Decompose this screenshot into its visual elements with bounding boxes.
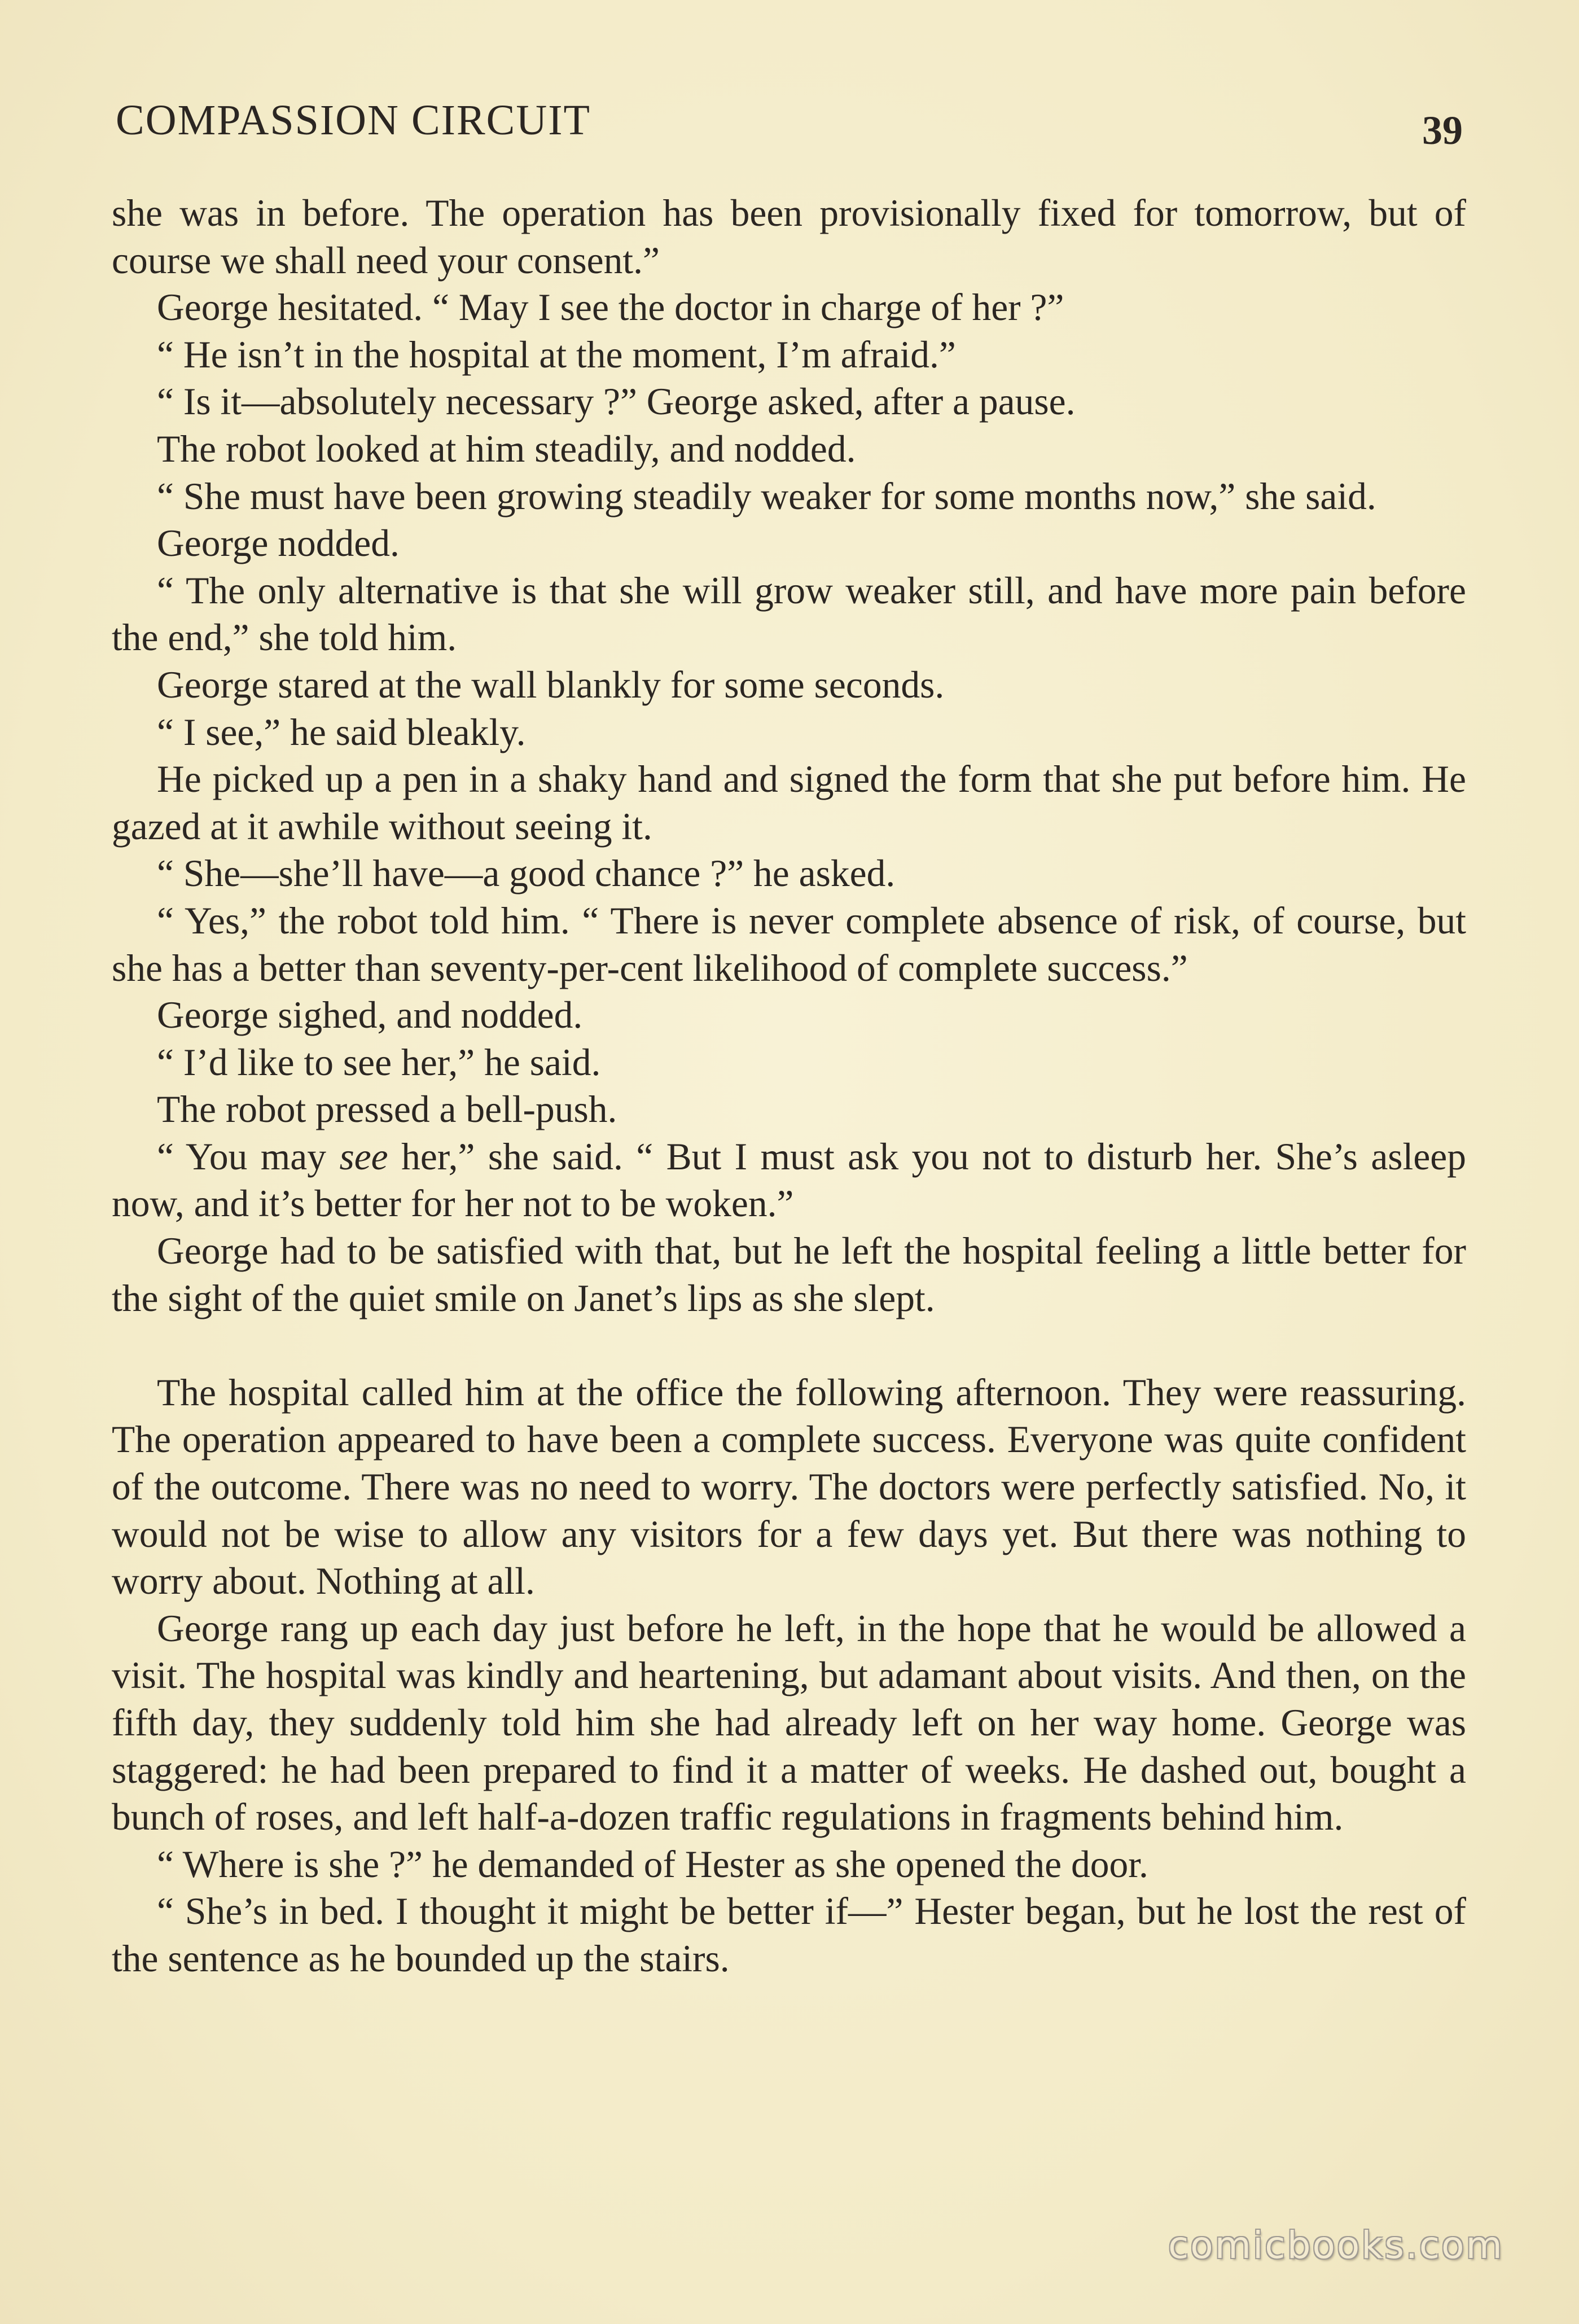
paragraph: George stared at the wall blankly for some seconds. <box>157 663 945 706</box>
paragraph: “ Yes,” the robot told him. “ There is never complete absence of risk, of course, but she has a better than seventy-per-cent likelihood of complete success.” <box>112 899 1466 989</box>
page-number: 39 <box>1422 108 1463 153</box>
paragraph: “ He isn’t in the hospital at the moment, I’m afraid.” <box>157 333 956 376</box>
paragraph: George nodded. <box>157 522 400 565</box>
paragraph: she was in before. The operation has been provisionally fixed for tomorrow, but of course we shall need your consent.” <box>112 192 1466 282</box>
paragraph: He picked up a pen in a shaky hand and signed the form that she put before him. He gazed at it awhile without seeing it. <box>112 758 1466 848</box>
paragraph: “ She’s in bed. I thought it might be better if—” Hester began, but he lost the rest of the sentence as he bounded up the stairs. <box>112 1890 1466 1980</box>
paragraph: “ I see,” he said bleakly. <box>157 711 526 753</box>
emphasized-word: see <box>339 1135 388 1178</box>
paragraph: George hesitated. “ May I see the doctor in charge of her ?” <box>157 286 1064 329</box>
paragraph: “ Where is she ?” he demanded of Hester as she opened the door. <box>157 1843 1148 1885</box>
paragraph-text: her,” she said. “ But I must ask you not to disturb her. She’s asleep now, and it’s better for her not to be woken.” <box>112 1135 1466 1225</box>
paragraph: George sighed, and nodded. <box>157 994 583 1037</box>
paragraph: George rang up each day just before he left, in the hope that he would be allowed a visit. The hospital was kindly and heartening, but adamant about visits. And then, on the fifth day, they suddenly told him she had already left on her way home. George was staggered: he had been prepared to find it a matter of weeks. He dashed out, bought a bunch of roses, and left half-a-dozen traffic regulations in fragments behind him. <box>112 1607 1466 1839</box>
paragraph: “ I’d like to see her,” he said. <box>157 1041 601 1084</box>
paragraph: The robot pressed a bell-push. <box>157 1088 617 1131</box>
paragraph: “ Is it—absolutely necessary ?” George asked, after a pause. <box>157 380 1076 423</box>
paragraph: George had to be satisfied with that, but he left the hospital feeling a little better for the sight of the quiet smile on Janet’s lips as she slept. <box>112 1230 1466 1319</box>
running-title: COMPASSION CIRCUIT <box>116 97 591 144</box>
paragraph-with-emphasis <box>112 1133 1466 1227</box>
paragraph: “ She must have been growing steadily weaker for some months now,” she said. <box>157 475 1376 518</box>
paragraph: “ The only alternative is that she will grow weaker still, and have more pain before the end,” she told him. <box>112 569 1466 659</box>
paragraph: “ She—she’ll have—a good chance ?” he asked. <box>157 852 896 895</box>
site-watermark: comicbooks.com <box>1168 2224 1504 2267</box>
paragraph: The hospital called him at the office the following afternoon. They were reassuring. The operation appeared to have been a complete success. Everyone was quite confident of the outcome. There was no need to worry. The doctors were perfectly satisfied. No, it would not be wise to allow any visitors for a few days yet. But there was nothing to worry about. Nothing at all. <box>112 1371 1466 1603</box>
paragraph-text: “ You may <box>157 1135 340 1178</box>
body-text <box>112 190 1466 1983</box>
paragraph: The robot looked at him steadily, and nodded. <box>157 427 856 470</box>
